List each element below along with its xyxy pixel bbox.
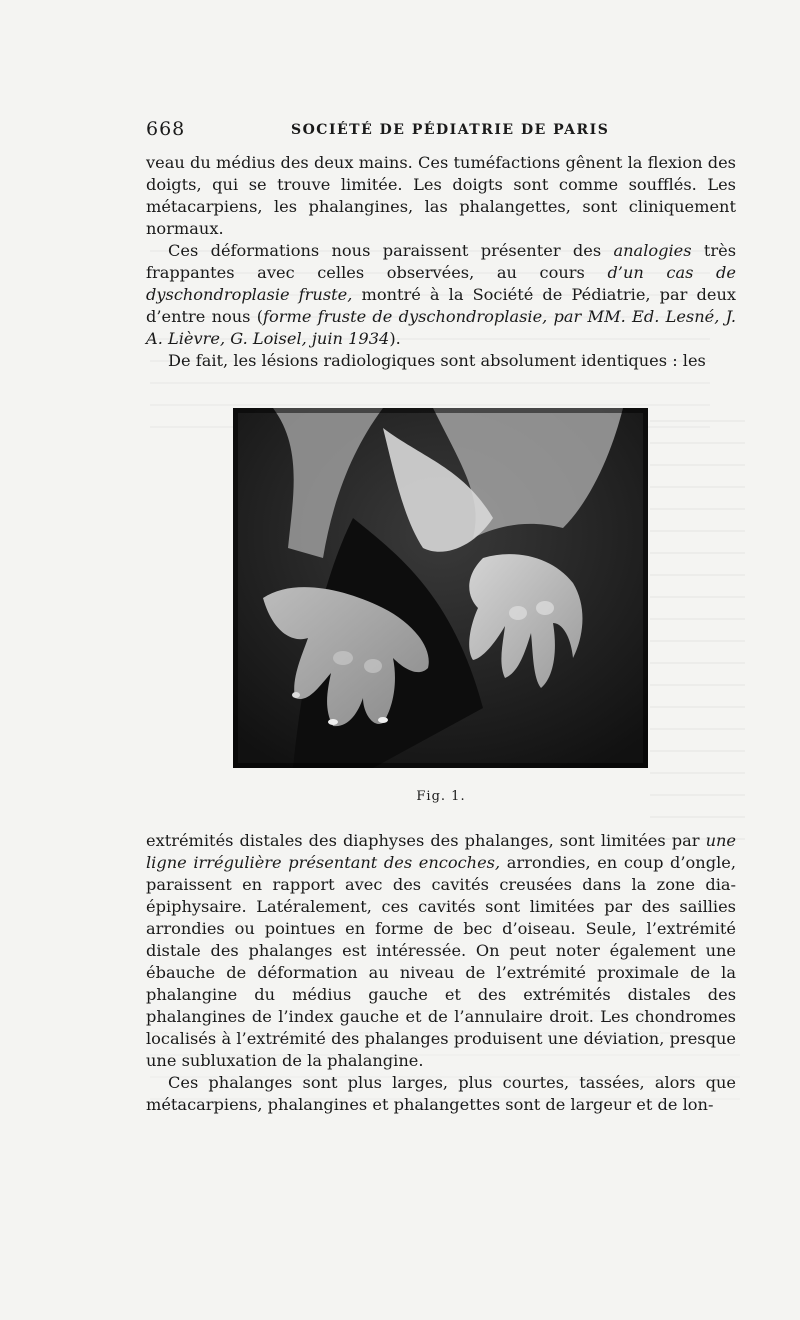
p2-text-d: ). xyxy=(389,329,401,348)
paragraph-2 xyxy=(146,240,736,350)
show-through-footer xyxy=(450,1128,453,1139)
body-text-bottom xyxy=(146,830,736,1116)
paragraph-4 xyxy=(146,830,736,1072)
figure-caption: Fig. 1. xyxy=(416,789,466,804)
figure-hands-photograph xyxy=(233,408,648,768)
p2-text-c: montré à la Société de Pédiatrie, par deux d’entre nous ( xyxy=(146,285,736,326)
page-number: 668 xyxy=(146,118,186,140)
p2-text-b: très frappantes avec celles observées, au cours xyxy=(146,241,736,282)
show-through-right xyxy=(650,420,745,840)
running-head xyxy=(146,118,736,144)
p4-emphasis: une ligne irrégulière présentant des encoches, xyxy=(146,831,736,872)
p2-text-a: Ces déformations nous paraissent présenter des xyxy=(168,241,614,260)
paragraph-5: Ces phalanges sont plus larges, plus courtes, tassées, alors que métacarpiens, phalangines et phalangettes sont de largeur et de lon- xyxy=(146,1073,736,1114)
p4-text-a: extrémités distales des diaphyses des phalanges, sont limitées par xyxy=(146,831,706,850)
p2-emphasis-analogies: analogies xyxy=(613,241,692,260)
p2-emphasis-reference: forme fruste de dyschondroplasie, par MM. Ed. Lesné, J. A. Lièvre, G. Loisel, juin 1934 xyxy=(146,307,736,348)
paragraph-3: De fait, les lésions radiologiques sont absolument identiques : les xyxy=(168,351,706,370)
body-text-top xyxy=(146,152,736,372)
hands-photo-illustration xyxy=(233,408,648,768)
p4-text-b: arrondies, en coup d’ongle, paraissent en rapport avec des cavités creusées dans la zone dia-épiphysaire. Latéralement, ces cavités sont limitées par des saillies arrondies ou pointues en forme de bec d’oiseau. Seule, l’extrémité distale des phalanges est intéressée. On peut noter également une ébauche de déformation au niveau de l’extrémité proximale de la phalangine du médius gauche et des extrémités distales des phalangines de l’index gauche et de l’annulaire droit. Les chondromes localisés à l’extrémité des phalanges produisent une déviation, presque une subluxation de la phalangine. xyxy=(146,853,736,1070)
p2-emphasis-case: d’un cas de dyschondroplasie fruste, xyxy=(146,263,736,304)
journal-title: SOCIÉTÉ DE PÉDIATRIE DE PARIS xyxy=(291,122,610,138)
paragraph-1: veau du médius des deux mains. Ces tuméfactions gênent la flexion des doigts, qui se trouve limitée. Les doigts sont comme soufflés. Les métacarpiens, les phalangines, las phalangettes, sont cliniquement normaux. xyxy=(146,153,736,238)
